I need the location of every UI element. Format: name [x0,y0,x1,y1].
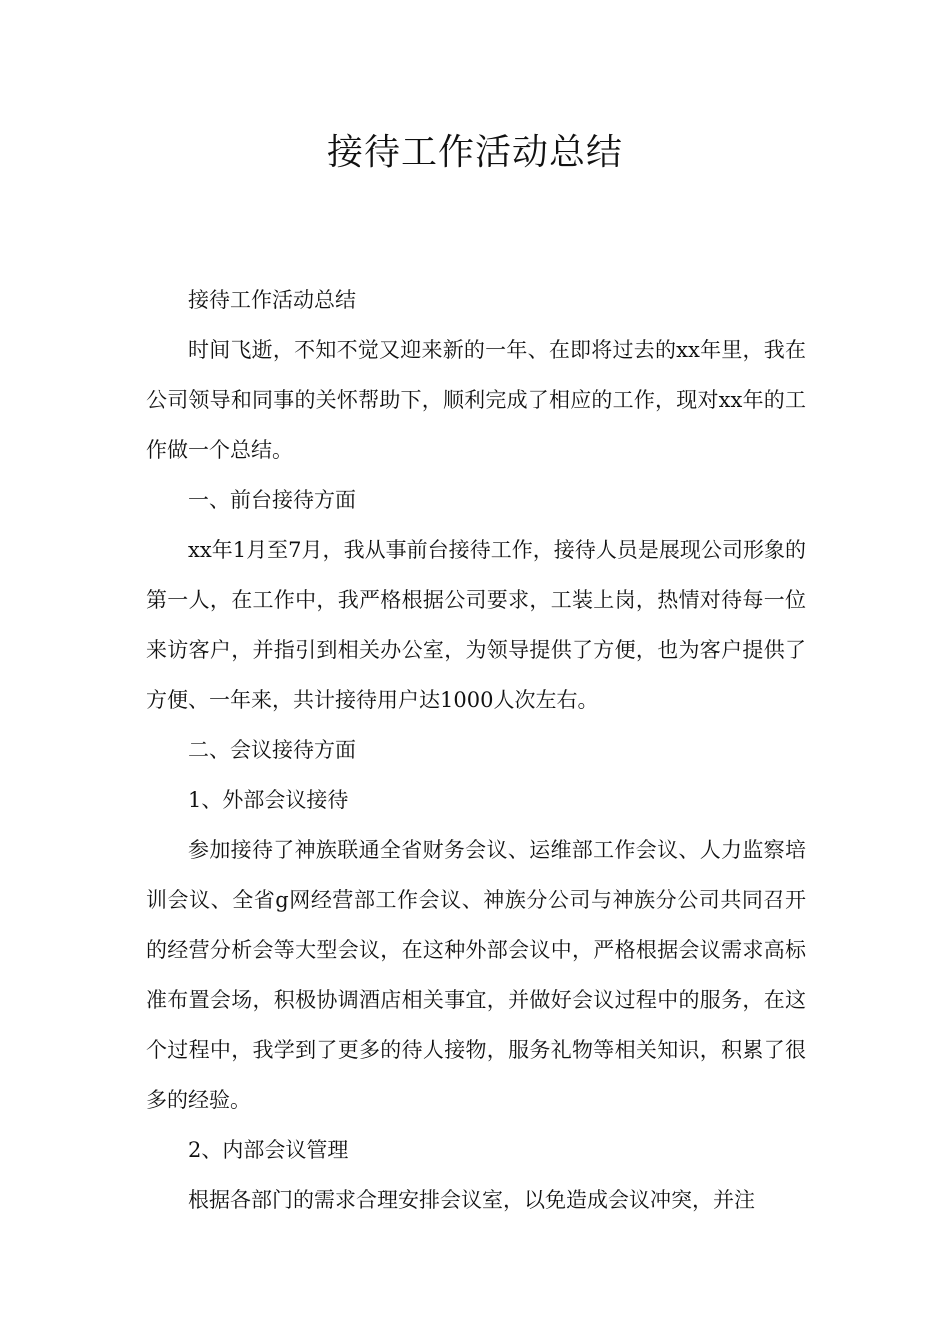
reception-paragraph: xx年1月至7月，我从事前台接待工作，接待人员是展现公司形象的第一人，在工作中，我严格根据公司要求，工装上岗，热情对待每一位来访客户，并指引到相关办公室，为领导提供了方便，也为客户提供了方便、一年来，共计接待用户达1000人次左右。 [146,538,806,712]
intro-paragraph: 时间飞逝，不知不觉又迎来新的一年、在即将过去的xx年里，我在公司领导和同事的关怀帮助下，顺利完成了相应的工作，现对xx年的工作做一个总结。 [146,338,806,462]
subsection-heading-internal: 2、内部会议管理 [188,1138,349,1162]
section-heading-reception: 一、前台接待方面 [188,488,356,512]
section-heading-meetings: 二、会议接待方面 [188,738,356,762]
body-subtitle: 接待工作活动总结 [188,288,356,312]
internal-meetings-paragraph: 根据各部门的需求合理安排会议室，以免造成会议冲突，并注 [188,1188,755,1212]
document-body [146,275,806,1225]
external-meetings-paragraph: 参加接待了神族联通全省财务会议、运维部工作会议、人力监察培训会议、全省g网经营部工作会议、神族分公司与神族分公司共同召开的经营分析会等大型会议，在这种外部会议中，严格根据会议需求高标准布置会场，积极协调酒店相关事宜，并做好会议过程中的服务，在这个过程中，我学到了更多的待人接物，服务礼物等相关知识，积累了很多的经验。 [146,838,806,1112]
document-title: 接待工作活动总结 [326,132,623,173]
subsection-heading-external: 1、外部会议接待 [188,788,349,812]
